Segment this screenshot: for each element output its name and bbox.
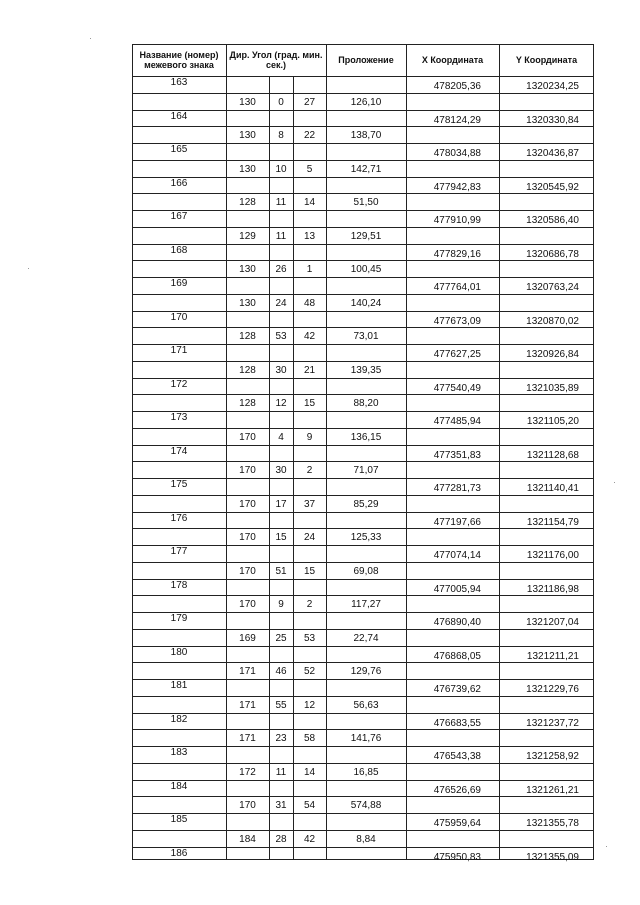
- distance: 51,50: [353, 197, 379, 208]
- point-name: 171: [170, 345, 188, 356]
- point-name: 165: [170, 144, 188, 155]
- angle-degrees: 128: [239, 331, 256, 342]
- x-coordinate: 476739,62: [433, 684, 481, 695]
- angle-minutes: 4: [278, 432, 284, 443]
- row-divider: [132, 294, 594, 295]
- y-coordinate: 1321258,92: [526, 751, 579, 762]
- point-name: 178: [170, 580, 188, 591]
- angle-seconds: 15: [303, 566, 316, 577]
- point-name: 175: [170, 479, 188, 490]
- row-divider: [132, 562, 594, 563]
- angle-seconds: 42: [303, 834, 316, 845]
- table-border-right: [593, 44, 594, 860]
- point-name: 174: [170, 446, 188, 457]
- row-divider: [132, 830, 594, 831]
- point-name: 173: [170, 412, 188, 423]
- distance: 142,71: [350, 164, 382, 175]
- x-coordinate: 477627,25: [433, 349, 481, 360]
- y-coordinate: 1321355,78: [526, 818, 579, 829]
- distance: 140,24: [350, 298, 382, 309]
- point-name: 166: [170, 178, 188, 189]
- angle-degrees: 170: [239, 800, 256, 811]
- angle-degrees: 170: [239, 599, 256, 610]
- point-name: 186: [170, 848, 188, 859]
- x-coordinate: 475959,64: [433, 818, 481, 829]
- angle-minutes: 11: [275, 197, 287, 208]
- point-name: 181: [170, 680, 188, 691]
- point-name: 177: [170, 546, 188, 557]
- distance: 125,33: [350, 532, 382, 543]
- point-name: 168: [170, 245, 188, 256]
- angle-seconds: 48: [303, 298, 316, 309]
- angle-degrees: 170: [239, 566, 256, 577]
- y-coordinate: 1320234,25: [526, 81, 579, 92]
- point-name: 179: [170, 613, 188, 624]
- x-coordinate: 477540,49: [433, 383, 481, 394]
- angle-minutes: 17: [275, 499, 287, 510]
- x-coordinate: 477005,94: [433, 584, 481, 595]
- y-coordinate: 1321207,04: [526, 617, 579, 628]
- x-coordinate: 477764,01: [433, 282, 481, 293]
- distance: 138,70: [350, 130, 382, 141]
- angle-seconds: 14: [303, 197, 316, 208]
- y-coordinate: 1320330,84: [526, 115, 579, 126]
- scan-speck: [614, 482, 615, 483]
- y-coordinate: 1320436,87: [526, 148, 579, 159]
- distance: 141,76: [350, 733, 382, 744]
- angle-degrees: 171: [239, 666, 256, 677]
- distance: 88,20: [353, 398, 379, 409]
- distance: 136,15: [350, 432, 382, 443]
- y-coordinate: 1321355,09: [526, 852, 579, 863]
- point-name: 182: [170, 714, 188, 725]
- angle-minutes: 31: [275, 800, 287, 811]
- y-coordinate: 1321237,72: [526, 718, 579, 729]
- table-border-top: [132, 44, 594, 45]
- angle-seconds: 53: [303, 633, 316, 644]
- angle-minutes: 53: [275, 331, 287, 342]
- header-distance: Проложение: [338, 55, 394, 65]
- y-coordinate: 1321186,98: [526, 584, 579, 595]
- angle-minutes: 15: [275, 532, 287, 543]
- y-coordinate: 1321105,20: [526, 416, 579, 427]
- angle-minutes: 28: [275, 834, 287, 845]
- angle-seconds: 14: [303, 767, 316, 778]
- y-coordinate: 1321154,79: [526, 517, 579, 528]
- angle-seconds: 54: [303, 800, 316, 811]
- angle-degrees: 169: [239, 633, 256, 644]
- angle-degrees: 130: [239, 264, 256, 275]
- point-name: 176: [170, 513, 188, 524]
- scan-speck: [90, 38, 91, 39]
- point-name: 185: [170, 814, 188, 825]
- distance: 16,85: [353, 767, 379, 778]
- point-name: 163: [170, 77, 188, 88]
- distance: 129,76: [350, 666, 382, 677]
- row-divider: [132, 227, 594, 228]
- y-coordinate: 1321176,00: [526, 550, 579, 561]
- coordinates-table: [132, 44, 594, 863]
- row-divider: [132, 763, 594, 764]
- angle-seconds: 1: [306, 264, 313, 275]
- x-coordinate: 478205,36: [433, 81, 481, 92]
- angle-seconds: 13: [303, 231, 316, 242]
- angle-degrees: 171: [239, 733, 256, 744]
- distance: 85,29: [353, 499, 379, 510]
- angle-degrees: 170: [239, 465, 256, 476]
- angle-degrees: 130: [239, 130, 256, 141]
- distance: 69,08: [353, 566, 379, 577]
- angle-seconds: 58: [303, 733, 316, 744]
- angle-degrees: 129: [239, 231, 256, 242]
- angle-degrees: 128: [239, 398, 256, 409]
- point-name: 184: [170, 781, 188, 792]
- y-coordinate: 1321261,21: [526, 785, 579, 796]
- distance: 8,84: [356, 834, 376, 845]
- angle-seconds: 52: [303, 666, 316, 677]
- x-coordinate: 477351,83: [433, 450, 481, 461]
- angle-degrees: 170: [239, 499, 256, 510]
- x-coordinate: 476890,40: [433, 617, 481, 628]
- y-coordinate: 1320926,84: [526, 349, 579, 360]
- point-name: 170: [170, 312, 188, 323]
- distance: 56,63: [353, 700, 379, 711]
- point-name: 183: [170, 747, 188, 758]
- row-divider: [132, 160, 594, 161]
- angle-seconds: 27: [303, 97, 316, 108]
- x-coordinate: 476683,55: [433, 718, 481, 729]
- scan-speck: [28, 268, 29, 269]
- distance: 574,88: [350, 800, 382, 811]
- header-x: X Координата: [421, 55, 484, 65]
- y-coordinate: 1321128,68: [526, 450, 579, 461]
- angle-minutes: 0: [278, 97, 284, 108]
- angle-seconds: 2: [306, 599, 313, 610]
- y-coordinate: 1321140,41: [526, 483, 579, 494]
- distance: 22,74: [353, 633, 379, 644]
- angle-seconds: 24: [303, 532, 316, 543]
- point-name: 172: [170, 379, 188, 390]
- angle-degrees: 172: [239, 767, 256, 778]
- header-y: Y Координата: [515, 55, 578, 65]
- row-divider: [132, 93, 594, 94]
- angle-degrees: 130: [239, 97, 256, 108]
- x-coordinate: 477197,66: [433, 517, 481, 528]
- header-name: Название (номер) межевого знака: [139, 50, 219, 70]
- angle-minutes: 8: [278, 130, 284, 141]
- x-coordinate: 477829,16: [433, 249, 481, 260]
- x-coordinate: 477673,09: [433, 316, 481, 327]
- angle-minutes: 26: [275, 264, 287, 275]
- y-coordinate: 1320545,92: [526, 182, 579, 193]
- distance: 139,35: [350, 365, 382, 376]
- x-coordinate: 477281,73: [433, 483, 481, 494]
- angle-minutes: 30: [275, 465, 287, 476]
- x-coordinate: 477074,14: [433, 550, 481, 561]
- point-name: 169: [170, 278, 188, 289]
- row-divider: [132, 428, 594, 429]
- scan-speck: [606, 846, 607, 847]
- angle-seconds: 12: [303, 700, 316, 711]
- angle-degrees: 130: [239, 164, 256, 175]
- angle-degrees: 171: [239, 700, 256, 711]
- angle-seconds: 42: [303, 331, 316, 342]
- angle-minutes: 55: [275, 700, 287, 711]
- angle-minutes: 11: [275, 231, 287, 242]
- angle-seconds: 2: [306, 465, 313, 476]
- x-coordinate: 475950,83: [433, 852, 481, 863]
- angle-minutes: 10: [275, 164, 287, 175]
- angle-minutes: 11: [275, 767, 287, 778]
- angle-degrees: 130: [239, 298, 256, 309]
- angle-seconds: 9: [306, 432, 313, 443]
- angle-seconds: 22: [303, 130, 316, 141]
- point-name: 167: [170, 211, 188, 222]
- x-coordinate: 476526,69: [433, 785, 481, 796]
- distance: 100,45: [350, 264, 382, 275]
- angle-minutes: 51: [275, 566, 287, 577]
- angle-seconds: 37: [303, 499, 316, 510]
- point-name: 180: [170, 647, 188, 658]
- y-coordinate: 1320763,24: [526, 282, 579, 293]
- y-coordinate: 1321229,76: [526, 684, 579, 695]
- angle-degrees: 184: [239, 834, 256, 845]
- angle-degrees: 170: [239, 432, 256, 443]
- distance: 129,51: [350, 231, 382, 242]
- row-divider: [132, 629, 594, 630]
- x-coordinate: 478034,88: [433, 148, 481, 159]
- row-divider: [132, 495, 594, 496]
- angle-seconds: 5: [306, 164, 313, 175]
- x-coordinate: 477485,94: [433, 416, 481, 427]
- x-coordinate: 477910,99: [433, 215, 481, 226]
- row-divider: [132, 361, 594, 362]
- x-coordinate: 478124,29: [433, 115, 481, 126]
- x-coordinate: 476543,38: [433, 751, 481, 762]
- row-divider: [132, 696, 594, 697]
- angle-minutes: 24: [275, 298, 287, 309]
- header-angle: Дир. Угол (град. мин. сек.): [229, 50, 323, 70]
- distance: 71,07: [353, 465, 379, 476]
- angle-degrees: 128: [239, 197, 256, 208]
- angle-degrees: 128: [239, 365, 256, 376]
- y-coordinate: 1321211,21: [526, 651, 579, 662]
- angle-minutes: 30: [275, 365, 287, 376]
- angle-minutes: 46: [275, 666, 287, 677]
- point-name: 164: [170, 111, 188, 122]
- angle-minutes: 25: [275, 633, 287, 644]
- y-coordinate: 1320686,78: [526, 249, 579, 260]
- angle-minutes: 23: [275, 733, 287, 744]
- y-coordinate: 1321035,89: [526, 383, 579, 394]
- distance: 117,27: [351, 599, 381, 610]
- distance: 73,01: [353, 331, 379, 342]
- y-coordinate: 1320586,40: [526, 215, 579, 226]
- distance: 126,10: [350, 97, 382, 108]
- angle-seconds: 15: [303, 398, 316, 409]
- x-coordinate: 477942,83: [433, 182, 481, 193]
- x-coordinate: 476868,05: [433, 651, 481, 662]
- angle-degrees: 170: [239, 532, 256, 543]
- y-coordinate: 1320870,02: [526, 316, 579, 327]
- angle-minutes: 12: [275, 398, 287, 409]
- angle-minutes: 9: [278, 599, 284, 610]
- angle-seconds: 21: [303, 365, 316, 376]
